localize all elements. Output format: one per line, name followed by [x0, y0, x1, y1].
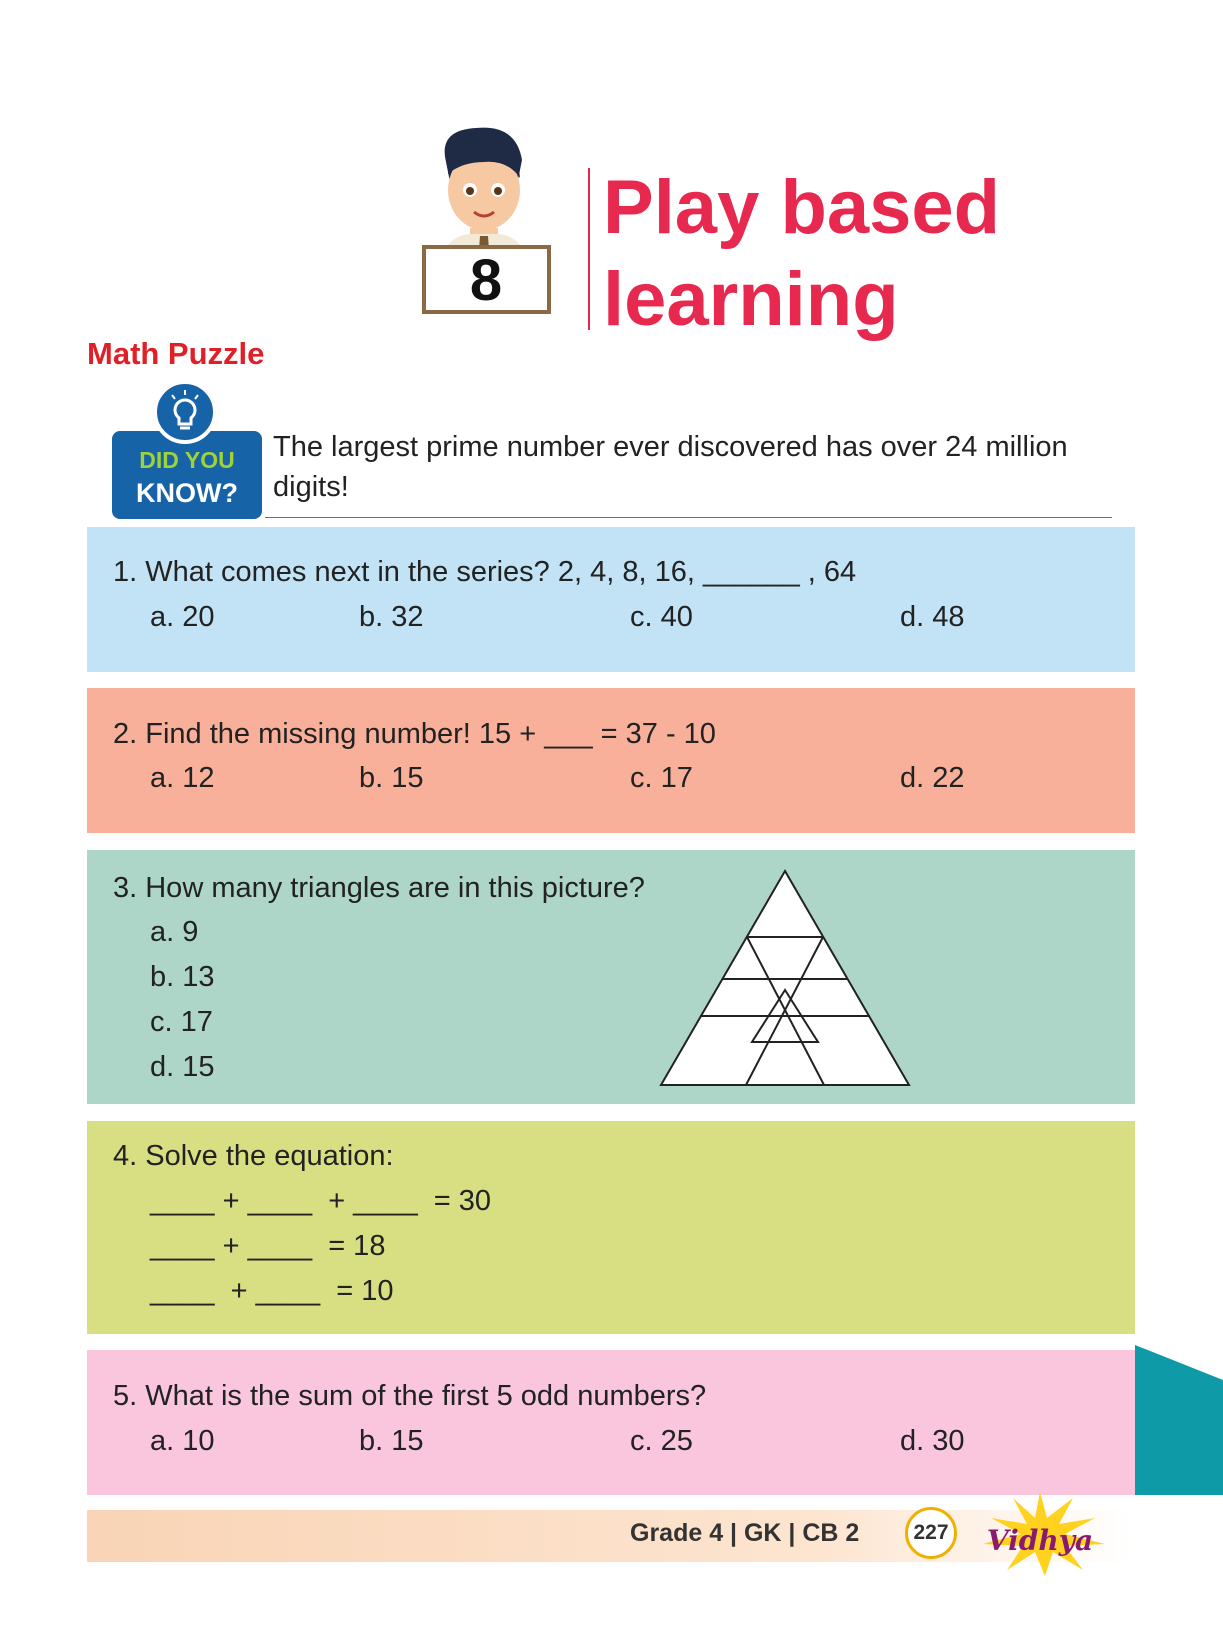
did-you-label: DID YOU — [139, 447, 235, 473]
did-you-know-line1: The largest prime number ever discovered has over 24 million — [273, 431, 1068, 463]
question-1-panel — [87, 527, 1135, 672]
question-5-text: 5. What is the sum of the first 5 odd numbers? — [113, 1380, 707, 1412]
equation-line-2: ____ + ____ = 18 — [150, 1230, 386, 1262]
question-2-option-a[interactable]: a. 12 — [150, 762, 215, 794]
question-2-text: 2. Find the missing number! 15 + ___ = 37 - 10 — [113, 718, 716, 750]
question-5-option-d[interactable]: d. 30 — [900, 1425, 965, 1457]
did-you-know-text — [273, 427, 1123, 507]
divider-line — [265, 517, 1112, 518]
lightbulb-icon — [153, 380, 217, 444]
question-1-option-a[interactable]: a. 20 — [150, 601, 215, 633]
page-number: 227 — [905, 1507, 957, 1559]
question-3-text: 3. How many triangles are in this picture? — [113, 872, 645, 904]
boy-holding-sign-illustration — [418, 122, 563, 332]
question-2-option-d[interactable]: d. 22 — [900, 762, 965, 794]
svg-text:Vidhya: Vidhya — [986, 1524, 1094, 1557]
know-label: KNOW? — [136, 478, 238, 508]
title-divider — [588, 168, 590, 330]
question-5-option-a[interactable]: a. 10 — [150, 1425, 215, 1457]
question-3-option-c[interactable]: c. 17 — [150, 1006, 213, 1038]
chapter-title-line1: Play based — [603, 165, 1001, 250]
equation-line-1: ____ + ____ + ____ = 30 — [150, 1185, 492, 1217]
question-2-option-c[interactable]: c. 17 — [630, 762, 693, 794]
question-2-option-b[interactable]: b. 15 — [359, 762, 424, 794]
chapter-title — [603, 162, 1000, 346]
question-3-option-d[interactable]: d. 15 — [150, 1051, 215, 1083]
side-tab-decoration — [1135, 1345, 1223, 1495]
question-1-option-d[interactable]: d. 48 — [900, 601, 965, 633]
question-5-option-b[interactable]: b. 15 — [359, 1425, 424, 1457]
chapter-number: 8 — [469, 248, 503, 313]
question-5-option-c[interactable]: c. 25 — [630, 1425, 693, 1457]
question-3-option-b[interactable]: b. 13 — [150, 961, 215, 993]
chapter-title-line2: learning — [603, 257, 899, 342]
vidhya-logo — [955, 1488, 1125, 1578]
footer-grade-label: Grade 4 | GK | CB 2 — [630, 1519, 860, 1547]
did-you-know-line2: digits! — [273, 471, 349, 503]
equation-line-3: ____ + ____ = 10 — [150, 1275, 394, 1307]
question-4-text: 4. Solve the equation: — [113, 1140, 394, 1172]
question-1-text: 1. What comes next in the series? 2, 4, 8, 16, ______ , 64 — [113, 556, 857, 588]
question-3-option-a[interactable]: a. 9 — [150, 916, 199, 948]
question-1-option-b[interactable]: b. 32 — [359, 601, 424, 633]
section-title: Math Puzzle — [87, 336, 265, 371]
question-5-panel — [87, 1350, 1135, 1495]
question-2-panel — [87, 688, 1135, 833]
triangle-puzzle-figure — [655, 865, 915, 1090]
question-1-option-c[interactable]: c. 40 — [630, 601, 693, 633]
